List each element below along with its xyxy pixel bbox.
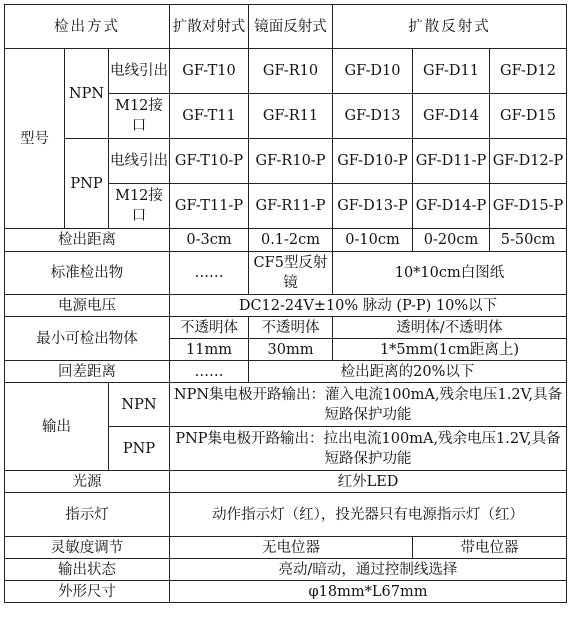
model-row-pnp-lead bbox=[5, 139, 567, 184]
mirror-header: 镜面反射式 bbox=[249, 5, 333, 49]
model-cell: GF-R11-P bbox=[249, 184, 333, 229]
distance-value: 0.1-2cm bbox=[249, 229, 333, 252]
distance-value: 0-3cm bbox=[170, 229, 249, 252]
target-mirror: CF5型反射镜 bbox=[249, 252, 333, 295]
output-pnp-label: PNP bbox=[109, 427, 170, 471]
light-source-value: 红外LED bbox=[170, 471, 567, 493]
model-cell: GF-D11 bbox=[413, 49, 490, 94]
light-source-label: 光源 bbox=[5, 471, 170, 493]
target-diffuse: 10*10cm白图纸 bbox=[333, 252, 567, 295]
model-cell: GF-D11-P bbox=[413, 139, 490, 184]
model-cell: GF-R10 bbox=[249, 49, 333, 94]
sensitivity-label: 灵敏度调节 bbox=[5, 537, 170, 559]
pnp-label: PNP bbox=[65, 139, 109, 229]
model-cell: GF-T11-P bbox=[170, 184, 249, 229]
power-row bbox=[5, 295, 567, 317]
indicator-value: 动作指示灯（红），投光器只有电源指示灯（红） bbox=[170, 493, 567, 537]
model-cell: GF-D13 bbox=[333, 94, 413, 139]
npn-label: NPN bbox=[65, 49, 109, 139]
min-object-type: 不透明体 bbox=[249, 317, 333, 339]
model-row-npn-lead bbox=[5, 49, 567, 94]
distance-value: 0-10cm bbox=[333, 229, 413, 252]
hysteresis-through-beam: …… bbox=[170, 361, 249, 383]
dimensions-value: φ18mm*L67mm bbox=[170, 581, 567, 603]
output-state-row bbox=[5, 559, 567, 581]
distance-value: 5-50cm bbox=[490, 229, 567, 252]
hysteresis-label: 回差距离 bbox=[5, 361, 170, 383]
lead-wire-label: 电线引出 bbox=[109, 139, 170, 184]
min-object-size: 11mm bbox=[170, 339, 249, 361]
model-cell: GF-D13-P bbox=[333, 184, 413, 229]
model-cell: GF-T10-P bbox=[170, 139, 249, 184]
distance-row bbox=[5, 229, 567, 252]
distance-label: 检出距离 bbox=[5, 229, 170, 252]
model-label: 型号 bbox=[5, 49, 65, 229]
min-object-type-row bbox=[5, 317, 567, 339]
hysteresis-value: 检出距离的20%以下 bbox=[249, 361, 567, 383]
sensitivity-row bbox=[5, 537, 567, 559]
diffuse-header: 扩散反射式 bbox=[333, 5, 567, 49]
through-beam-header: 扩散对射式 bbox=[170, 5, 249, 49]
target-row bbox=[5, 252, 567, 295]
min-object-size: 1*5mm(1cm距离上) bbox=[333, 339, 567, 361]
dimensions-label: 外形尺寸 bbox=[5, 581, 170, 603]
model-cell: GF-D14-P bbox=[413, 184, 490, 229]
output-npn-label: NPN bbox=[109, 383, 170, 427]
power-label: 电源电压 bbox=[5, 295, 170, 317]
model-cell: GF-D12 bbox=[490, 49, 567, 94]
output-npn-desc: NPN集电极开路输出：灌入电流100mA,残余电压1.2V,具备短路保护功能 bbox=[170, 383, 567, 427]
min-object-type: 透明体/不透明体 bbox=[333, 317, 567, 339]
indicator-label: 指示灯 bbox=[5, 493, 170, 537]
output-label: 输出 bbox=[5, 383, 109, 471]
sensitivity-with-pot: 带电位器 bbox=[413, 537, 567, 559]
distance-value: 0-20cm bbox=[413, 229, 490, 252]
power-value: DC12-24V±10% 脉动 (P-P) 10%以下 bbox=[170, 295, 567, 317]
model-cell: GF-R11 bbox=[249, 94, 333, 139]
model-cell: GF-D14 bbox=[413, 94, 490, 139]
model-cell: GF-D12-P bbox=[490, 139, 567, 184]
output-npn-row bbox=[5, 383, 567, 427]
hysteresis-row bbox=[5, 361, 567, 383]
target-through-beam: …… bbox=[170, 252, 249, 295]
spec-table bbox=[4, 4, 567, 603]
min-object-type: 不透明体 bbox=[170, 317, 249, 339]
min-object-label: 最小可检出物体 bbox=[5, 317, 170, 361]
model-cell: GF-D15 bbox=[490, 94, 567, 139]
min-object-size: 30mm bbox=[249, 339, 333, 361]
output-state-value: 亮动/暗动，通过控制线选择 bbox=[170, 559, 567, 581]
model-cell: GF-T10 bbox=[170, 49, 249, 94]
sensitivity-no-pot: 无电位器 bbox=[170, 537, 413, 559]
model-cell: GF-D10 bbox=[333, 49, 413, 94]
model-cell: GF-R10-P bbox=[249, 139, 333, 184]
dimensions-row bbox=[5, 581, 567, 603]
indicator-row bbox=[5, 493, 567, 537]
output-pnp-desc: PNP集电极开路输出：拉出电流100mA,残余电压1.2V,具备短路保护功能 bbox=[170, 427, 567, 471]
header-row bbox=[5, 5, 567, 49]
model-cell: GF-D10-P bbox=[333, 139, 413, 184]
lead-wire-label: 电线引出 bbox=[109, 49, 170, 94]
m12-label: M12接口 bbox=[109, 94, 170, 139]
model-cell: GF-T11 bbox=[170, 94, 249, 139]
light-source-row bbox=[5, 471, 567, 493]
model-cell: GF-D15-P bbox=[490, 184, 567, 229]
method-header: 检出方式 bbox=[5, 5, 170, 49]
output-state-label: 输出状态 bbox=[5, 559, 170, 581]
target-label: 标准检出物 bbox=[5, 252, 170, 295]
m12-label: M12接口 bbox=[109, 184, 170, 229]
